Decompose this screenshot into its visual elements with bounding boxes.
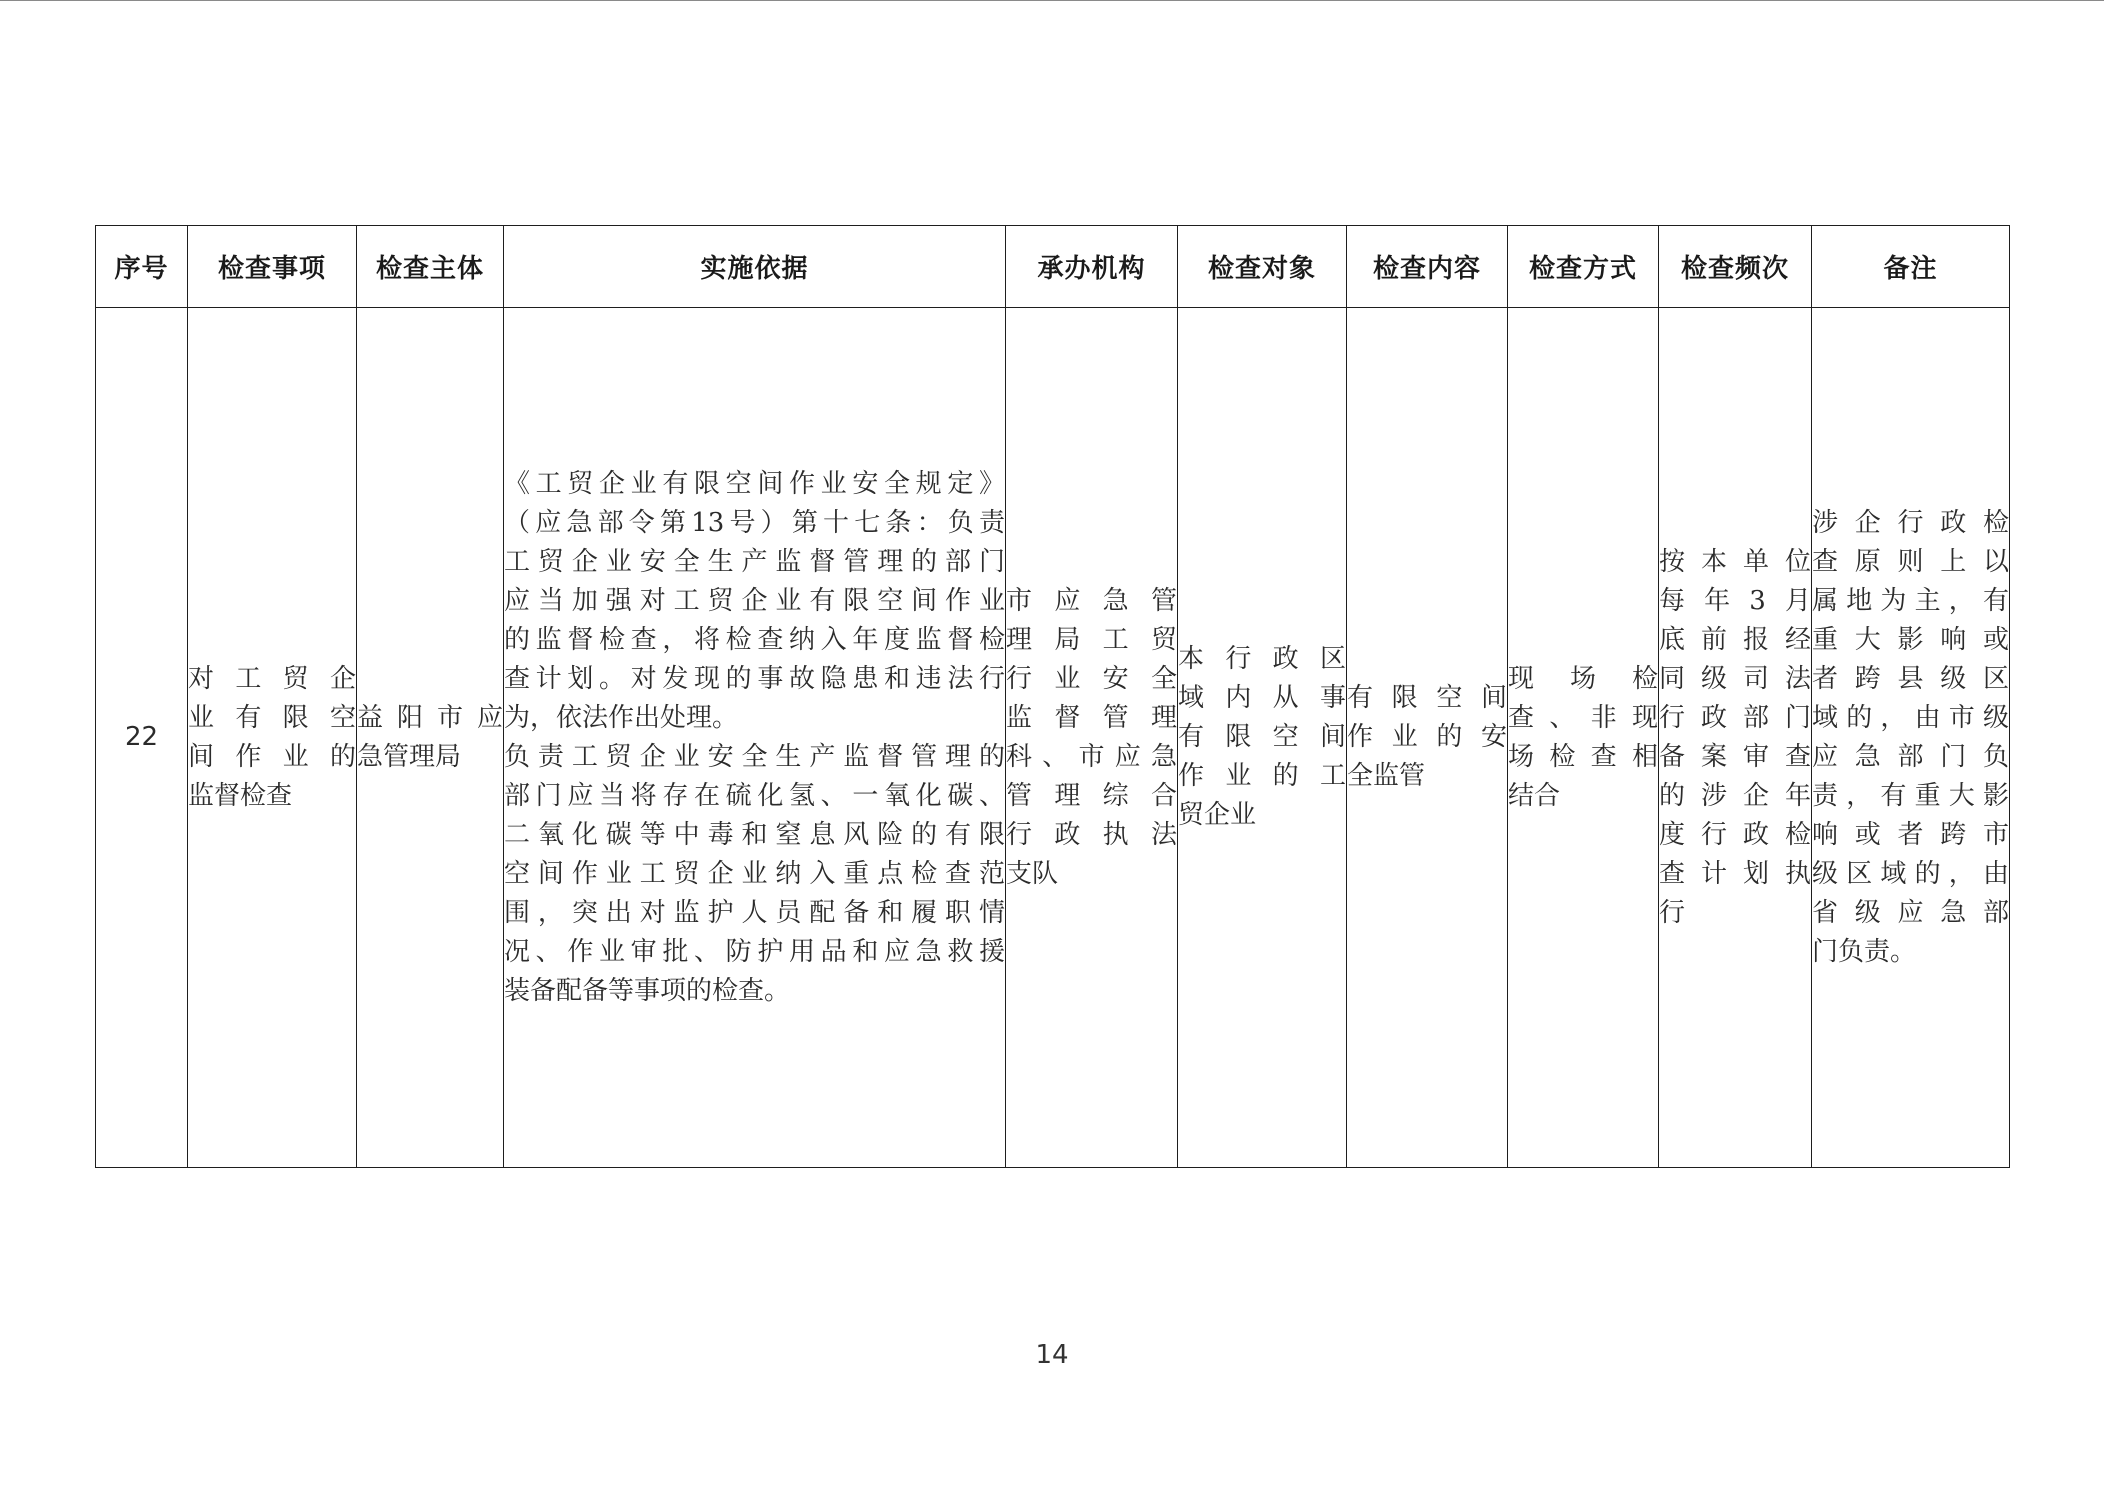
text-line: 涉企行政检 bbox=[1812, 507, 2009, 538]
text-line: 底前报经 bbox=[1659, 624, 1811, 655]
text-line: 省级应急部 bbox=[1812, 897, 2009, 928]
text-line: 部门应当将存在硫化氢、一氧化碳、 bbox=[504, 780, 1005, 811]
text-line: 者跨县级区 bbox=[1812, 663, 2009, 694]
text-line: 的涉企年 bbox=[1659, 780, 1811, 811]
text-line: 监督管理 bbox=[1006, 702, 1177, 733]
header-number: 序号 bbox=[96, 226, 188, 308]
text-line: 责，有重大影 bbox=[1812, 780, 2009, 811]
text-line: 级区域的，由 bbox=[1812, 858, 2009, 889]
text-line: 作业的工 bbox=[1178, 761, 1346, 791]
inspection-table bbox=[95, 225, 2010, 1168]
table-row bbox=[96, 308, 2010, 1168]
text-line: 域的，由市级 bbox=[1812, 702, 2009, 733]
text-line: 业有限空 bbox=[188, 702, 356, 733]
inspection-content-cell bbox=[1347, 308, 1508, 1168]
text-line: 行业安全 bbox=[1006, 663, 1177, 694]
text-line: 监督检查 bbox=[188, 780, 293, 811]
text-line: 二氧化碳等中毒和窒息风险的有限 bbox=[504, 819, 1005, 850]
text-line: （应急部令第13号）第十七条：负责 bbox=[504, 507, 1005, 538]
text-line: 应急部门负 bbox=[1812, 741, 2009, 772]
text-line: 域内从事 bbox=[1178, 683, 1346, 713]
text-line: 查计划执 bbox=[1659, 858, 1811, 889]
text-line: 有限空间 bbox=[1347, 683, 1507, 713]
text-line: 围，突出对监护人员配备和履职情 bbox=[504, 897, 1005, 928]
header-target: 检查对象 bbox=[1178, 226, 1347, 308]
text-line: 全监管 bbox=[1347, 761, 1426, 791]
inspection-method-cell bbox=[1508, 308, 1659, 1168]
header-organization: 承办机构 bbox=[1006, 226, 1178, 308]
row-number: 22 bbox=[96, 308, 188, 1168]
inspection-item-cell bbox=[188, 308, 357, 1168]
text-line: 行 bbox=[1659, 897, 1686, 928]
text-line: 备案审查 bbox=[1659, 741, 1811, 772]
text-line: 度行政检 bbox=[1659, 819, 1811, 850]
text-line: 查原则上以 bbox=[1812, 546, 2009, 577]
text-line: 装备配备等事项的检查。 bbox=[504, 975, 791, 1006]
header-subject: 检查主体 bbox=[357, 226, 504, 308]
text-line: 作业的安 bbox=[1347, 722, 1507, 752]
header-method: 检查方式 bbox=[1508, 226, 1659, 308]
text-line: 现场检 bbox=[1508, 663, 1658, 694]
header-row bbox=[96, 226, 2010, 308]
text-line: 门负责。 bbox=[1812, 936, 1917, 967]
text-line: 场检查相 bbox=[1508, 741, 1658, 772]
text-line: 本行政区 bbox=[1178, 644, 1346, 674]
organization-cell bbox=[1006, 308, 1178, 1168]
top-rule bbox=[0, 0, 2104, 1]
text-line: 况、作业审批、防护用品和应急救援 bbox=[504, 936, 1005, 967]
text-line: 应当加强对工贸企业有限空间作业 bbox=[504, 585, 1005, 616]
text-line: 理局工贸 bbox=[1006, 624, 1177, 655]
text-line: 响或者跨市 bbox=[1812, 819, 2009, 850]
legal-basis-cell bbox=[504, 308, 1006, 1168]
text-line: 每年3月 bbox=[1659, 585, 1811, 616]
inspection-target-cell bbox=[1178, 308, 1347, 1168]
text-line: 管理综合 bbox=[1006, 780, 1177, 811]
text-line: 贸企业 bbox=[1178, 800, 1257, 830]
text-line: 查、非现 bbox=[1508, 702, 1658, 733]
text-line: 同级司法 bbox=[1659, 663, 1811, 694]
header-content: 检查内容 bbox=[1347, 226, 1508, 308]
text-line: 按本单位 bbox=[1659, 546, 1811, 577]
text-line: 行政部门 bbox=[1659, 702, 1811, 733]
text-line: 急管理局 bbox=[357, 741, 462, 772]
text-line: 结合 bbox=[1508, 780, 1561, 811]
text-line: 查计划。对发现的事故隐患和违法行 bbox=[504, 663, 1005, 694]
header-item: 检查事项 bbox=[188, 226, 357, 308]
text-line: 科、市应急 bbox=[1006, 741, 1177, 772]
text-line: 对工贸企 bbox=[188, 663, 356, 694]
header-note: 备注 bbox=[1812, 226, 2010, 308]
text-line: 支队 bbox=[1006, 858, 1059, 889]
header-basis: 实施依据 bbox=[504, 226, 1006, 308]
page-number: 14 bbox=[1035, 1340, 1069, 1370]
text-line: 有限空间 bbox=[1178, 722, 1346, 752]
text-line: 的监督检查，将检查纳入年度监督检 bbox=[504, 624, 1005, 655]
text-line: 重大影响或 bbox=[1812, 624, 2009, 655]
text-line: 益阳市应 bbox=[357, 702, 503, 733]
text-line: 属地为主，有 bbox=[1812, 585, 2009, 616]
inspection-subject-cell bbox=[357, 308, 504, 1168]
text-line: 负责工贸企业安全生产监督管理的 bbox=[504, 741, 1005, 772]
text-line: 行政执法 bbox=[1006, 819, 1177, 850]
text-line: 为，依法作出处理。 bbox=[504, 702, 739, 733]
note-cell bbox=[1812, 308, 2010, 1168]
text-line: 间作业的 bbox=[188, 741, 356, 772]
text-line: 工贸企业安全生产监督管理的部门 bbox=[504, 546, 1005, 577]
inspection-frequency-cell bbox=[1659, 308, 1812, 1168]
text-line: 《工贸企业有限空间作业安全规定》 bbox=[504, 468, 1005, 499]
header-frequency: 检查频次 bbox=[1659, 226, 1812, 308]
text-line: 空间作业工贸企业纳入重点检查范 bbox=[504, 858, 1005, 889]
text-line: 市应急管 bbox=[1006, 585, 1177, 616]
